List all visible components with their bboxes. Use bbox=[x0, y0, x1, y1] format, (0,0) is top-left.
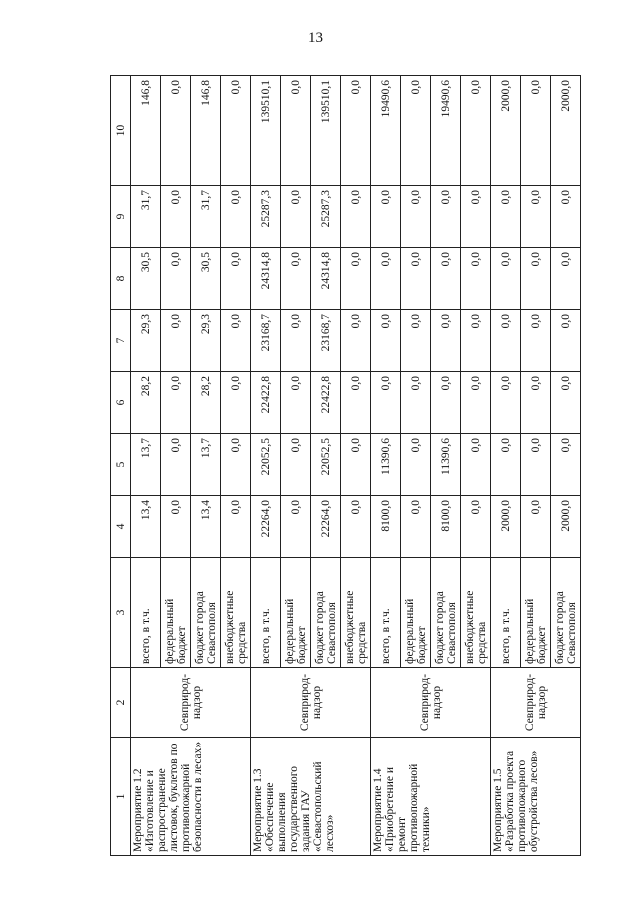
value-cell: 0,0 bbox=[461, 434, 491, 496]
column-header: 9 bbox=[111, 186, 131, 248]
page-number: 13 bbox=[308, 30, 323, 46]
funding-source-cell: федеральный бюджет bbox=[521, 558, 551, 668]
value-cell: 29,3 bbox=[191, 310, 221, 372]
value-cell: 0,0 bbox=[551, 372, 581, 434]
value-cell: 11390,6 bbox=[431, 434, 461, 496]
value-cell: 0,0 bbox=[371, 186, 401, 248]
value-cell: 0,0 bbox=[341, 434, 371, 496]
column-header: 2 bbox=[111, 668, 131, 738]
value-cell: 0,0 bbox=[431, 248, 461, 310]
value-cell: 139510,1 bbox=[251, 76, 281, 186]
value-cell: 13,4 bbox=[131, 496, 161, 558]
value-cell: 31,7 bbox=[191, 186, 221, 248]
value-cell: 0,0 bbox=[461, 372, 491, 434]
value-cell: 0,0 bbox=[521, 248, 551, 310]
rotated-table-frame bbox=[110, 76, 578, 856]
value-cell: 28,2 bbox=[191, 372, 221, 434]
value-cell: 146,8 bbox=[191, 76, 221, 186]
value-cell: 11390,6 bbox=[371, 434, 401, 496]
value-cell: 0,0 bbox=[431, 372, 461, 434]
value-cell: 0,0 bbox=[461, 310, 491, 372]
value-cell: 0,0 bbox=[161, 76, 191, 186]
value-cell: 0,0 bbox=[491, 248, 521, 310]
column-header: 6 bbox=[111, 372, 131, 434]
value-cell: 0,0 bbox=[281, 372, 311, 434]
value-cell: 8100,0 bbox=[371, 496, 401, 558]
responsible-cell: Севприрод-надзор bbox=[251, 668, 371, 738]
table-row bbox=[371, 76, 401, 856]
table-container bbox=[110, 76, 578, 856]
funding-source-cell: всего, в т.ч. bbox=[131, 558, 161, 668]
value-cell: 0,0 bbox=[461, 496, 491, 558]
value-cell: 0,0 bbox=[341, 310, 371, 372]
value-cell: 0,0 bbox=[491, 372, 521, 434]
value-cell: 0,0 bbox=[491, 310, 521, 372]
value-cell: 13,7 bbox=[131, 434, 161, 496]
table-row bbox=[131, 76, 161, 856]
value-cell: 0,0 bbox=[401, 248, 431, 310]
value-cell: 25287,3 bbox=[311, 186, 341, 248]
value-cell: 30,5 bbox=[131, 248, 161, 310]
funding-source-cell: внебюджетные средства bbox=[221, 558, 251, 668]
value-cell: 0,0 bbox=[341, 76, 371, 186]
value-cell: 2000,0 bbox=[551, 496, 581, 558]
value-cell: 0,0 bbox=[281, 496, 311, 558]
value-cell: 0,0 bbox=[401, 496, 431, 558]
table-row bbox=[491, 76, 521, 856]
event-cell: Мероприятие 1.3 «Обеспечение выполнения государственного задания ГАУ «Севастопольский лесхоз» bbox=[251, 738, 371, 856]
value-cell: 0,0 bbox=[221, 310, 251, 372]
value-cell: 0,0 bbox=[521, 496, 551, 558]
value-cell: 0,0 bbox=[341, 496, 371, 558]
value-cell: 0,0 bbox=[431, 186, 461, 248]
value-cell: 29,3 bbox=[131, 310, 161, 372]
value-cell: 0,0 bbox=[461, 76, 491, 186]
value-cell: 0,0 bbox=[401, 76, 431, 186]
value-cell: 0,0 bbox=[551, 248, 581, 310]
funding-source-cell: федеральный бюджет bbox=[161, 558, 191, 668]
value-cell: 0,0 bbox=[491, 186, 521, 248]
value-cell: 0,0 bbox=[221, 372, 251, 434]
funding-source-cell: внебюджетные средства bbox=[461, 558, 491, 668]
funding-source-cell: внебюджетные средства bbox=[341, 558, 371, 668]
value-cell: 0,0 bbox=[281, 76, 311, 186]
funding-source-cell: бюджет города Севастополя bbox=[431, 558, 461, 668]
value-cell: 0,0 bbox=[221, 186, 251, 248]
value-cell: 0,0 bbox=[221, 434, 251, 496]
value-cell: 0,0 bbox=[341, 248, 371, 310]
column-header: 8 bbox=[111, 248, 131, 310]
value-cell: 22422,8 bbox=[311, 372, 341, 434]
table-body bbox=[111, 76, 581, 856]
value-cell: 22422,8 bbox=[251, 372, 281, 434]
value-cell: 0,0 bbox=[521, 76, 551, 186]
value-cell: 0,0 bbox=[281, 248, 311, 310]
value-cell: 0,0 bbox=[521, 310, 551, 372]
value-cell: 25287,3 bbox=[251, 186, 281, 248]
value-cell: 8100,0 bbox=[431, 496, 461, 558]
value-cell: 2000,0 bbox=[551, 76, 581, 186]
value-cell: 0,0 bbox=[461, 248, 491, 310]
value-cell: 0,0 bbox=[341, 372, 371, 434]
value-cell: 0,0 bbox=[161, 372, 191, 434]
value-cell: 0,0 bbox=[401, 372, 431, 434]
value-cell: 23168,7 bbox=[251, 310, 281, 372]
value-cell: 146,8 bbox=[131, 76, 161, 186]
funding-source-cell: всего, в т.ч. bbox=[371, 558, 401, 668]
value-cell: 0,0 bbox=[521, 372, 551, 434]
value-cell: 0,0 bbox=[221, 76, 251, 186]
value-cell: 19490,6 bbox=[371, 76, 401, 186]
table-row bbox=[251, 76, 281, 856]
value-cell: 13,4 bbox=[191, 496, 221, 558]
value-cell: 28,2 bbox=[131, 372, 161, 434]
funding-source-cell: всего, в т.ч. bbox=[491, 558, 521, 668]
responsible-cell: Севприрод-надзор bbox=[371, 668, 491, 738]
value-cell: 0,0 bbox=[521, 434, 551, 496]
value-cell: 0,0 bbox=[521, 186, 551, 248]
value-cell: 0,0 bbox=[401, 310, 431, 372]
value-cell: 24314,8 bbox=[311, 248, 341, 310]
value-cell: 0,0 bbox=[161, 496, 191, 558]
value-cell: 0,0 bbox=[491, 434, 521, 496]
value-cell: 0,0 bbox=[161, 186, 191, 248]
value-cell: 0,0 bbox=[161, 248, 191, 310]
funding-source-cell: всего, в т.ч. bbox=[251, 558, 281, 668]
value-cell: 0,0 bbox=[401, 434, 431, 496]
header-row bbox=[111, 76, 131, 856]
value-cell: 0,0 bbox=[161, 310, 191, 372]
responsible-cell: Севприрод-надзор bbox=[131, 668, 251, 738]
funding-source-cell: федеральный бюджет bbox=[401, 558, 431, 668]
value-cell: 22052,5 bbox=[311, 434, 341, 496]
funding-source-cell: бюджет города Севастополя bbox=[551, 558, 581, 668]
value-cell: 2000,0 bbox=[491, 76, 521, 186]
value-cell: 0,0 bbox=[161, 434, 191, 496]
value-cell: 30,5 bbox=[191, 248, 221, 310]
value-cell: 0,0 bbox=[341, 186, 371, 248]
funding-source-cell: бюджет города Севастополя bbox=[311, 558, 341, 668]
value-cell: 0,0 bbox=[551, 186, 581, 248]
event-cell: Мероприятие 1.5 «Разработка проекта противопожарного обустройства лесов» bbox=[491, 738, 581, 856]
value-cell: 0,0 bbox=[461, 186, 491, 248]
column-header: 4 bbox=[111, 496, 131, 558]
value-cell: 0,0 bbox=[551, 310, 581, 372]
funding-source-cell: бюджет города Севастополя bbox=[191, 558, 221, 668]
column-header: 5 bbox=[111, 434, 131, 496]
event-cell: Мероприятие 1.2 «Изготовление и распространение листовок, буклетов по противопожарной безопасности в лесах» bbox=[131, 738, 251, 856]
funding-source-cell: федеральный бюджет bbox=[281, 558, 311, 668]
value-cell: 0,0 bbox=[401, 186, 431, 248]
column-header: 7 bbox=[111, 310, 131, 372]
value-cell: 0,0 bbox=[221, 496, 251, 558]
value-cell: 0,0 bbox=[281, 186, 311, 248]
value-cell: 0,0 bbox=[431, 310, 461, 372]
responsible-cell: Севприрод-надзор bbox=[491, 668, 581, 738]
value-cell: 0,0 bbox=[371, 310, 401, 372]
event-cell: Мероприятие 1.4 «Приобретение и ремонт противопожарной техники» bbox=[371, 738, 491, 856]
column-header: 3 bbox=[111, 558, 131, 668]
value-cell: 31,7 bbox=[131, 186, 161, 248]
value-cell: 0,0 bbox=[551, 434, 581, 496]
column-header: 1 bbox=[111, 738, 131, 856]
value-cell: 13,7 bbox=[191, 434, 221, 496]
value-cell: 139510,1 bbox=[311, 76, 341, 186]
value-cell: 22052,5 bbox=[251, 434, 281, 496]
budget-table bbox=[110, 75, 581, 856]
value-cell: 0,0 bbox=[371, 372, 401, 434]
value-cell: 22264,0 bbox=[311, 496, 341, 558]
value-cell: 19490,6 bbox=[431, 76, 461, 186]
value-cell: 0,0 bbox=[281, 434, 311, 496]
value-cell: 0,0 bbox=[221, 248, 251, 310]
value-cell: 22264,0 bbox=[251, 496, 281, 558]
value-cell: 24314,8 bbox=[251, 248, 281, 310]
value-cell: 0,0 bbox=[371, 248, 401, 310]
value-cell: 2000,0 bbox=[491, 496, 521, 558]
value-cell: 0,0 bbox=[281, 310, 311, 372]
column-header: 10 bbox=[111, 76, 131, 186]
value-cell: 23168,7 bbox=[311, 310, 341, 372]
